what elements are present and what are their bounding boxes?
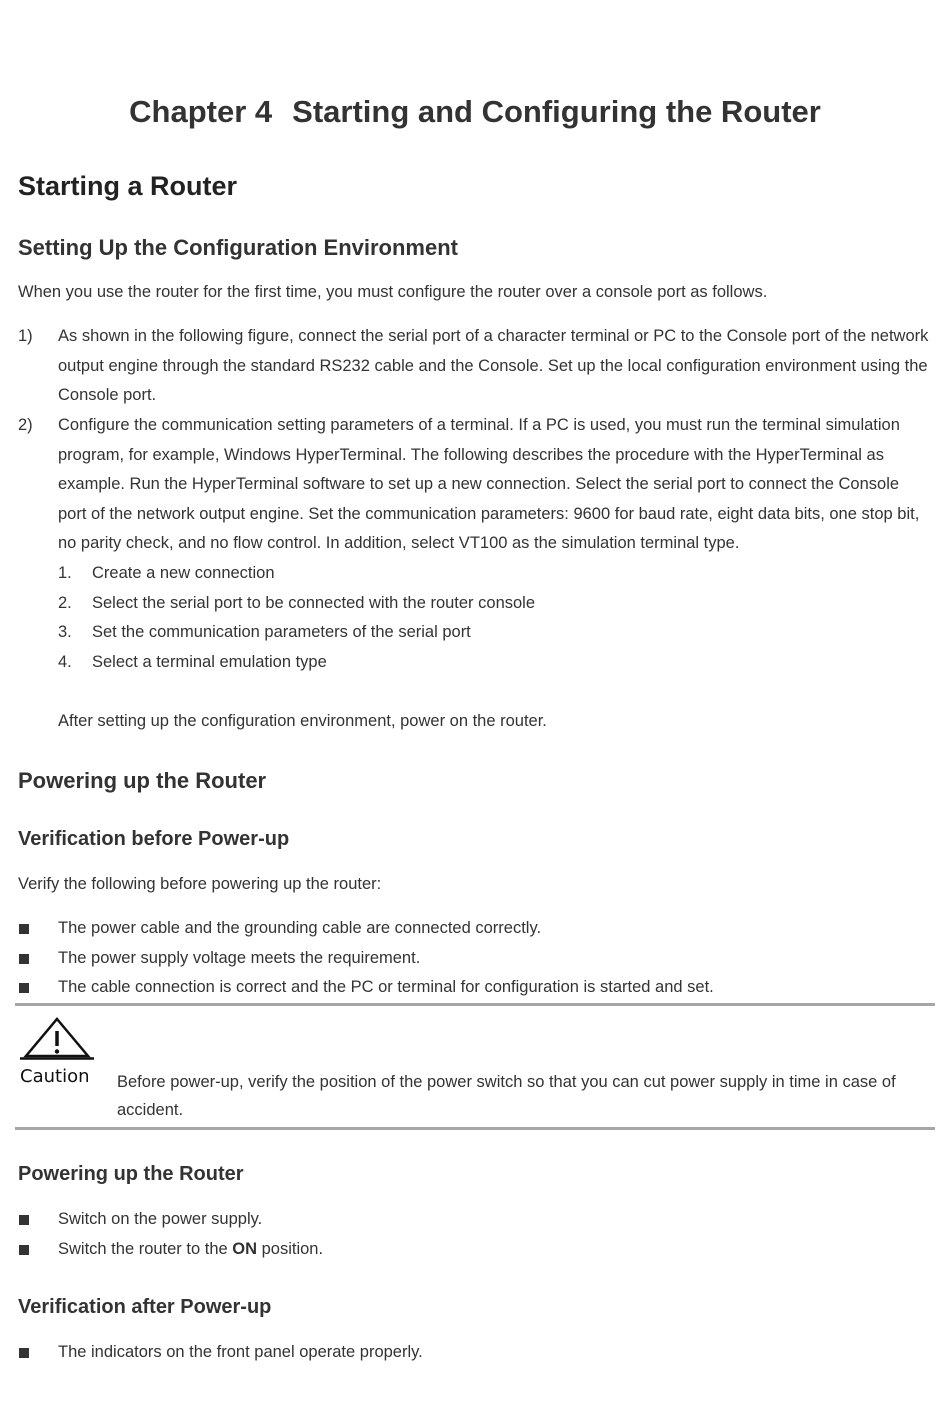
step-marker: 2) (18, 416, 33, 434)
caution-text: Before power-up, verify the position of the power switch so that you can cut power supply in time in case of accident. (117, 1073, 896, 1119)
sub-step-marker: 3. (58, 623, 72, 641)
subsection-heading-power-up: Powering up the Router (18, 1163, 244, 1185)
bullet-text-pre: Switch the router to the (58, 1240, 233, 1258)
bullet-text: The cable connection is correct and the PC or terminal for configuration is started and set. (58, 978, 714, 996)
bullet-text-post: position. (257, 1240, 324, 1258)
numbered-step (18, 411, 932, 559)
bullet-text: The indicators on the front panel operate properly. (58, 1343, 423, 1361)
sub-step-text: Select a terminal emulation type (92, 653, 327, 671)
chapter-title (0, 94, 950, 130)
bullet-text: The power cable and the grounding cable are connected correctly. (58, 919, 542, 937)
bullet-text (58, 1235, 323, 1265)
numbered-step (18, 322, 932, 411)
caution-top-rule (15, 1003, 935, 1006)
step-text: Configure the communication setting parameters of a terminal. If a PC is used, you must run the terminal simulation program, for example, Windows HyperTerminal. The following describes the procedure with the HyperTerminal as example. Run the HyperTerminal software to set up a new connection. Select the serial port to connect the Console port of the network output engine. Set the communication parameters: 9600 for baud rate, eight data bits, one stop bit, no parity check, and no flow control. In addition, select VT100 as the simulation terminal type. (58, 416, 920, 553)
bullet-item (18, 1235, 323, 1265)
bullet-item (18, 973, 714, 1003)
sub-step-text: Set the communication parameters of the serial port (92, 623, 471, 641)
verify-before-intro: Verify the following before powering up the router: (18, 875, 382, 893)
sub-step-text: Create a new connection (92, 564, 275, 582)
sub-step-text: Select the serial port to be connected with the router console (92, 594, 536, 612)
sub-step-marker: 2. (58, 594, 72, 612)
bullet-item (18, 914, 541, 944)
bullet-item (18, 1205, 262, 1235)
section-heading-starting: Starting a Router (18, 171, 238, 201)
bullet-square-icon (19, 1245, 29, 1255)
sub-step-marker: 4. (58, 653, 72, 671)
subsection-heading-verify-before: Verification before Power-up (18, 828, 290, 850)
bullet-square-icon (19, 983, 29, 993)
bullet-square-icon (19, 1215, 29, 1225)
section-heading-powering: Powering up the Router (18, 768, 267, 793)
chapter-number: Chapter 4 (129, 94, 273, 129)
subsection-heading-setup: Setting Up the Configuration Environment (18, 235, 458, 260)
after-setup-paragraph: After setting up the configuration environment, power on the router. (58, 712, 547, 730)
caution-label: Caution (20, 1066, 90, 1087)
bullet-item (18, 1338, 423, 1368)
step-text: As shown in the following figure, connect the serial port of a character terminal or PC to the Console port of the network output engine through the standard RS232 cable and the Console. Set up the local configuration environment using the Console port. (58, 327, 929, 405)
on-keyword: ON (232, 1240, 258, 1258)
sub-step-item (58, 648, 327, 678)
bullet-square-icon (19, 1348, 29, 1358)
step-marker: 1) (18, 327, 33, 345)
chapter-title-text: Starting and Configuring the Router (292, 94, 821, 129)
caution-bottom-rule (15, 1127, 935, 1130)
intro-paragraph: When you use the router for the first time, you must configure the router over a console port as follows. (18, 283, 768, 301)
bullet-text: Switch on the power supply. (58, 1210, 263, 1228)
bullet-square-icon (19, 954, 29, 964)
subsection-heading-verify-after: Verification after Power-up (18, 1296, 272, 1318)
sub-step-item (58, 559, 275, 589)
sub-step-item (58, 618, 471, 648)
sub-step-item (58, 589, 535, 619)
bullet-item (18, 944, 420, 974)
bullet-square-icon (19, 924, 29, 934)
sub-step-marker: 1. (58, 564, 72, 582)
bullet-text: The power supply voltage meets the requirement. (58, 949, 421, 967)
